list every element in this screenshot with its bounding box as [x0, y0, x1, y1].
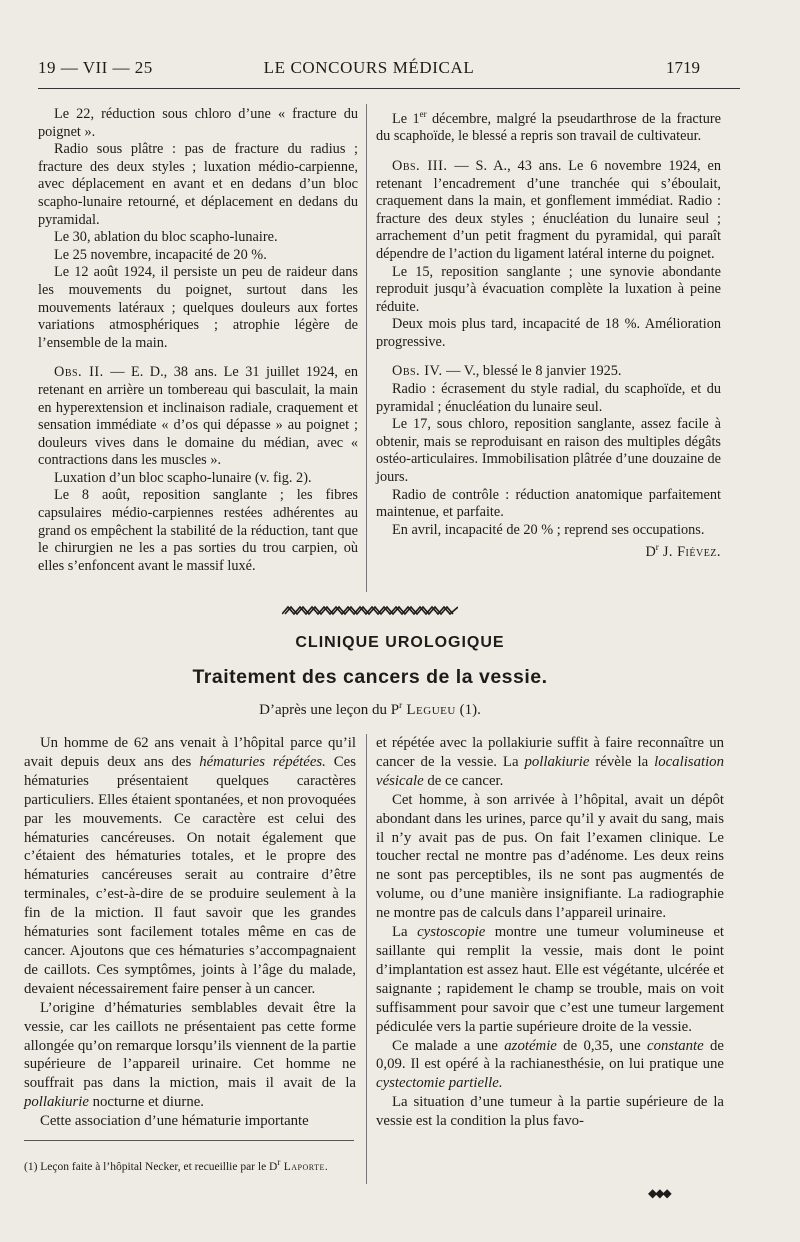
observation-text: — S. A., 43 ans. Le 6 novembre 1924, en retenant l’encadrement d’une tranchée qui s’éboulait, craquement dans la main, et gonflement immédiat. Radio : fracture des deux styles ; énucléation du lunaire seul ; arrachement d’un petit fragment du pyramidal, qui paraît dépendre de l’action du ligament latéral interne du poignet.	[376, 157, 722, 262]
bottom-left-column	[24, 734, 356, 1131]
paragraph: Le 22, réduction sous chloro d’une « fracture du poignet ».	[38, 106, 358, 140]
bottom-right-column	[376, 734, 724, 1131]
paragraph: Cet homme, à son arrivée à l’hôpital, avait un dépôt abondant dans les urines, parce qu’il y avait du sang, mais il n’y avait pas de pus. On fait l’examen clinique. Le toucher rectal ne montre pas d’adénome. Les deux reins ne sont pas perceptibles, ils ne sont pas augmentés de volume, ou d’une manière insignifiante. La radiographie ne montre pas de calculs dans l’appareil urinaire.	[376, 791, 724, 922]
text-run: La	[392, 924, 418, 941]
text-run: décembre, malgré la pseudarthrose de la fracture du scaphoïde, le blessé a repris son travail de cultivateur.	[376, 110, 721, 145]
issue-date: 19 — VII — 25	[38, 58, 153, 77]
superscript: r	[399, 700, 403, 710]
text-run: et répétée avec la pollakiurie suffit à faire reconnaître un cancer de la vessie. La	[376, 735, 724, 770]
column-divider	[366, 734, 367, 1184]
superscript: r	[277, 1157, 281, 1167]
paragraph: Le 17, sous chloro, reposition sanglante, assez facile à obtenir, mais se reproduisant en raison des multiples dégâts ostéo-articulaires. Immobilisation plâtrée d’une douzaine de jours.	[376, 416, 721, 486]
text-run: Un homme de 62 ans venait à l’hôpital parce qu’il avait depuis deux ans des	[24, 735, 356, 770]
text-run: (1) Leçon faite à l’hôpital Necker, et recueillie par le D	[24, 1160, 278, 1173]
section-ornament	[282, 604, 458, 616]
page-number: 1719	[666, 58, 700, 77]
column-divider	[366, 104, 367, 592]
top-left-column	[38, 106, 358, 575]
paragraph	[24, 734, 356, 999]
top-right-column	[376, 106, 721, 562]
text-run: de 0,35, une	[556, 1037, 648, 1054]
italic-run: cystectomie partielle.	[376, 1075, 503, 1092]
paragraph: La situation d’une tumeur à la partie supérieure de la vessie est la condition la plus favo-	[376, 1094, 724, 1130]
paragraph: Le 25 novembre, incapacité de 20 %.	[54, 246, 267, 263]
observation-label: Obs. II.	[54, 364, 104, 381]
italic-run: localisation vésicale	[376, 753, 724, 789]
italic-run: cystoscopie	[417, 924, 486, 941]
footnote-rule	[24, 1140, 354, 1141]
signature-name: J. Fiévez.	[658, 544, 721, 561]
italic-run: hématuries répétées.	[199, 753, 326, 770]
observation-4	[376, 363, 721, 381]
paragraph	[376, 1037, 724, 1094]
italic-run: azotémie	[504, 1037, 557, 1054]
text-run: de ce cancer.	[423, 772, 504, 789]
paragraph: Cette association d’une hématurie importante	[40, 1113, 309, 1130]
author-name: Legueu	[402, 702, 456, 718]
paragraph: Le 12 août 1924, il persiste un peu de raideur dans les mouvements du poignet, surtout dans les mouvements latéraux ; quelques douleurs aux fortes variations atmosphériques ; atrophie légère de l’ensemble de la main.	[38, 264, 358, 351]
observation-3	[376, 158, 721, 264]
author-signature	[376, 539, 721, 561]
paragraph: Radio de contrôle : réduction anatomique parfaitement maintenue, et parfaite.	[376, 486, 721, 521]
text-run: Ce malade a une	[392, 1037, 505, 1054]
observation-label: Obs. III.	[392, 157, 448, 174]
observation-label: Obs. IV.	[392, 363, 443, 380]
paragraph: Le 8 août, reposition sanglante ; les fibres capsulaires médio-carpiennes restées adhérentes au grand os empêchent la stabilité de la réduction, tant que le chirurgien ne les a pas sorties du trou carpien, où elles s’enfoncent avant le massif luxé.	[38, 487, 358, 574]
italic-run: pollakiurie	[524, 753, 590, 770]
text-run: Ces hématuries présentaient quelques caractères particuliers. Elles étaient spontanées, et non provoquées par les mouvements. Ce caractère est celui des hématuries cancéreuses. On notait également que c’étaient des hématuries totales, et le propre des hématuries cancéreuses serait au contraire d’être terminales, c’est-à-dire de se produire seulement à la fin de la miction. Il faut savoir que les grandes hématuries sont facilement totales même en cas de cancer. Ajoutons que ces hématuries s’accompagnaient de caillots. Ces symptômes, joints à l’âge du malade, devaient nécessairement faire penser à un cancer.	[24, 753, 356, 997]
signature-title: D	[645, 544, 656, 561]
superscript: r	[655, 542, 659, 553]
footnote-author: Laporte.	[280, 1160, 329, 1173]
superscript: er	[419, 109, 427, 119]
byline	[0, 700, 740, 719]
italic-run: constante	[647, 1037, 704, 1054]
journal-title: LE CONCOURS MÉDICAL	[263, 58, 475, 77]
observation-text: — V., blessé le 8 janvier 1925.	[442, 363, 622, 380]
paragraph	[376, 106, 721, 146]
running-header	[38, 58, 700, 82]
text-run: de 0,09. Il est opéré à la rachianesthésie, on lui pratique une	[376, 1037, 724, 1073]
text-run: nocturne et diurne.	[88, 1094, 204, 1111]
paragraph	[24, 999, 356, 1112]
footnote	[24, 1155, 360, 1174]
footnote-ref: (1).	[455, 702, 481, 718]
observation-2	[38, 364, 358, 470]
paragraph: Radio : écrasement du style radial, du scaphoïde, et du pyramidal ; énucléation du lunaire seul.	[376, 381, 721, 415]
article-title: Traitement des cancers de la vessie.	[192, 666, 548, 688]
paragraph: Radio sous plâtre : pas de fracture du radius ; fracture des deux styles ; luxation médio-carpienne, avec déplacement en avant et en dedans d’un bloc scapho-lunaire retourné, et déplacement en dedans du pyramidal.	[38, 141, 358, 228]
text-run: L’origine d’hématuries semblables devait être la vessie, car les caillots ne présentaient pas cette forme allongée qu’on remarque lorsqu’ils viennent de la partie supérieure de l’appareil urinaire. Cet homme ne souffrait pas dans la miction, mais il avait de la	[24, 999, 356, 1092]
text-run: révèle la	[589, 753, 655, 770]
text-run: D’après une leçon du P	[259, 702, 400, 718]
text-run: Le 1	[392, 110, 420, 127]
paragraph: Luxation d’un bloc scapho-lunaire (v. fig. 2).	[54, 469, 312, 486]
paragraph	[376, 734, 724, 791]
end-ornament: ◆◆◆	[648, 1186, 670, 1200]
paragraph	[376, 923, 724, 1036]
italic-run: pollakiurie	[24, 1094, 89, 1111]
text-run: montre une tumeur volumineuse et saillante qui remplit la vessie, mais dont le point d’implantation est assez haut. Elle est végétante, ulcérée et saignante ; rapidement le champ se trouble, mais on voit suffisamment pour savoir que c’est une tumeur largement pédiculée vers la partie supérieure droite de la vessie.	[376, 924, 724, 1035]
paragraph: Le 30, ablation du bloc scapho-lunaire.	[54, 229, 278, 246]
header-rule	[38, 88, 740, 89]
observation-text: — E. D., 38 ans. Le 31 juillet 1924, en retenant en arrière un tombereau qui basculait, la main en hyperextension et inclinaison radiale, craquement et sensation immédiate « d’os qui dépasse » au poignet ; douleurs vives dans le domaine du médian, avec « contractions dans les muscles ».	[38, 364, 358, 469]
paragraph: Deux mois plus tard, incapacité de 18 %. Amélioration progressive.	[376, 316, 721, 350]
paragraph: Le 15, reposition sanglante ; une synovie abondante reproduit jusqu’à évacuation complète la luxation à peine réduite.	[376, 263, 721, 315]
paragraph: En avril, incapacité de 20 % ; reprend ses occupations.	[392, 521, 705, 538]
section-rubric: CLINIQUE UROLOGIQUE	[295, 634, 505, 651]
